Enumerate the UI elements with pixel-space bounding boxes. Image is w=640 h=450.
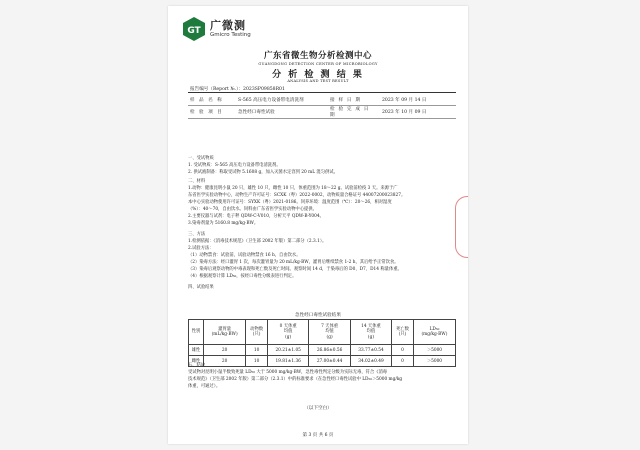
table-header-cell: 性别 <box>189 320 204 345</box>
svg-text:GT: GT <box>187 26 201 36</box>
logo-english-name: Gmicro Testing <box>210 32 251 38</box>
logo-hexagon-icon <box>181 16 207 42</box>
table-cell: 33.77±0.54 <box>350 345 391 356</box>
body-line: 东省医学实验动物中心，动物生产许可证号：SCXK（粤）2022-0002，动物质量合格证号 44007200023827。 <box>188 193 406 198</box>
header-divider <box>188 92 456 93</box>
report-title-cn: 分 析 检 测 结 果 <box>272 70 364 80</box>
test-item-label: 检 验 项 目 <box>188 106 236 119</box>
table-cell: 27.00±0.44 <box>309 356 350 367</box>
table-cell: 20.21±1.05 <box>267 345 308 356</box>
header-row <box>188 95 456 106</box>
conclusion-line: 技术规范》（卫生部 2002 年版）第二部分（2.3.1）中的标准要求（在急性经口毒性试验中 LD₅₀＞5000 mg/kg <box>188 377 403 382</box>
conclusion-line: 体重，可通过）。 <box>188 384 221 389</box>
test-item-value: 急性经口毒性试验 <box>236 106 328 119</box>
end-mark: （以下空白） <box>304 406 332 411</box>
table-header-cell: 0 天体重 均值 (g) <box>267 320 308 345</box>
table-cell: 20 <box>204 356 246 367</box>
sample-name-label: 样 品 名 称 <box>188 95 236 106</box>
body-line: 1.动物：健康昆明小鼠 20 只，雄性 10 只，雌性 10 只，体重范围为 18～22 g。试验前检疫 3 天。来源于广 <box>188 186 398 191</box>
report-page <box>168 6 468 444</box>
body-line: 四、试验结果 <box>188 285 214 290</box>
body-line: （3）染毒后观察动物的中毒表现和死亡数及死亡时间。观察时间 14 d，于染毒后的 D0、D7、D14 称量体重。 <box>188 267 402 272</box>
body-line: 一、受试物质 <box>188 156 214 161</box>
table-cell: 34.02±0.49 <box>350 356 391 367</box>
body-line: 三、方法 <box>188 232 206 237</box>
body-line: 2.主要仪器与试剂：电子秤 QDW-C-V010，分析天平 QDW-B-Y004。 <box>188 214 324 219</box>
table-header-cell: LD₅₀ (mg/kg·BW) <box>413 320 455 345</box>
page-number: 第 3 页 共 6 页 <box>302 433 334 438</box>
body-line: （2）染毒方法：经口灌胃 1 次，每次灌胃量为 20 mL/kg·BW，灌胃后继续禁食 1-2 h，其后给予正常饮食。 <box>188 260 399 265</box>
body-line: （%）：40～70，自由饮水。饲料由广东省医学实验动物中心提供。 <box>188 207 317 212</box>
conclusion-line: 受试物对昆明小鼠半数致死量 LD₅₀ 大于 5000 mg/kg·BW，急性毒性判定分级为实际无毒，符合《消毒 <box>188 370 388 375</box>
conclusion-line: 五、结论 <box>188 363 206 368</box>
report-header-table <box>188 95 456 119</box>
table-cell: ＞5000 <box>413 345 455 356</box>
report-number: 报告编号（Report №.）：2023SP09858R01 <box>190 87 285 92</box>
table-header-cell: 死亡数 (只) <box>392 320 414 345</box>
table-cell: 雄性 <box>189 345 204 356</box>
complete-date-value: 2023 年 10 月 09 日 <box>380 106 456 119</box>
table-cell: 0 <box>392 356 414 367</box>
table-header-cell: 14 天体重 均值 (g) <box>350 320 391 345</box>
company-logo <box>181 16 371 44</box>
complete-date-label: 检 验 完 成 日 期 <box>328 106 380 119</box>
body-line: 2. 供试液制备：称取受试物 5.1608 g，加入灭菌水定容到 20 mL 混匀供试。 <box>188 170 338 175</box>
table-cell: 10 <box>246 345 268 356</box>
table-cell: 19.81±1.36 <box>267 356 308 367</box>
body-line: 3.染毒剂量为 5160.8 mg/kg·BW。 <box>188 221 259 226</box>
table-cell: 0 <box>392 345 414 356</box>
table-cell: 20 <box>204 345 246 356</box>
body-line: 1. 受试物质：S-565 高压电力设备带电清洗剂。 <box>188 163 281 168</box>
table-header-row <box>189 320 456 345</box>
report-title-en: ANALYSIS AND TEST RESULT <box>287 79 349 83</box>
logo-chinese-name: 广微测 <box>210 19 246 32</box>
sample-name-value: S-565 高压电力设备带电清洗剂 <box>236 95 328 106</box>
receive-date-value: 2023 年 09 月 14 日 <box>380 95 456 106</box>
results-table-title: 急性经口毒性试验结果 <box>295 313 341 318</box>
body-line: （1）动物禁食：试验前，试验动物禁食 16 h，自由饮水。 <box>188 253 301 258</box>
org-title-en: GUANGDONG DETECTION CENTER OF MICROBIOLOGY <box>258 62 378 66</box>
receive-date-label: 接 样 日 期 <box>328 95 380 106</box>
results-table <box>188 319 456 367</box>
table-cell: ＞5000 <box>413 356 455 367</box>
org-title-cn: 广东省微生物分析检测中心 <box>263 51 372 61</box>
body-line: 2.试验方法： <box>188 246 214 251</box>
body-line: 二、材料 <box>188 179 206 184</box>
table-cell: 雌性 <box>189 356 204 367</box>
header-row <box>188 106 456 119</box>
table-cell: 26.86±0.56 <box>309 345 350 356</box>
table-cell: 10 <box>246 356 268 367</box>
table-row <box>189 345 456 356</box>
body-line: 1.检测依据：《消毒技术规范》（卫生部 2002 年版）第二部分（2.3.1）。 <box>188 239 327 244</box>
body-line: （4）根据观察计算 LD₅₀，按经口毒性分级表进行判定。 <box>188 274 297 279</box>
table-header-cell: 动物数 (只) <box>246 320 268 345</box>
body-line: 本中心实验动物使用许可证号：SYXK（粤）2021-0186。饲养环境：温度范围（℃）：20～26，相对湿度 <box>188 200 392 205</box>
table-header-cell: 灌胃量 (mL/kg·BW) <box>204 320 246 345</box>
table-header-cell: 7 天体重 均值 (g) <box>309 320 350 345</box>
